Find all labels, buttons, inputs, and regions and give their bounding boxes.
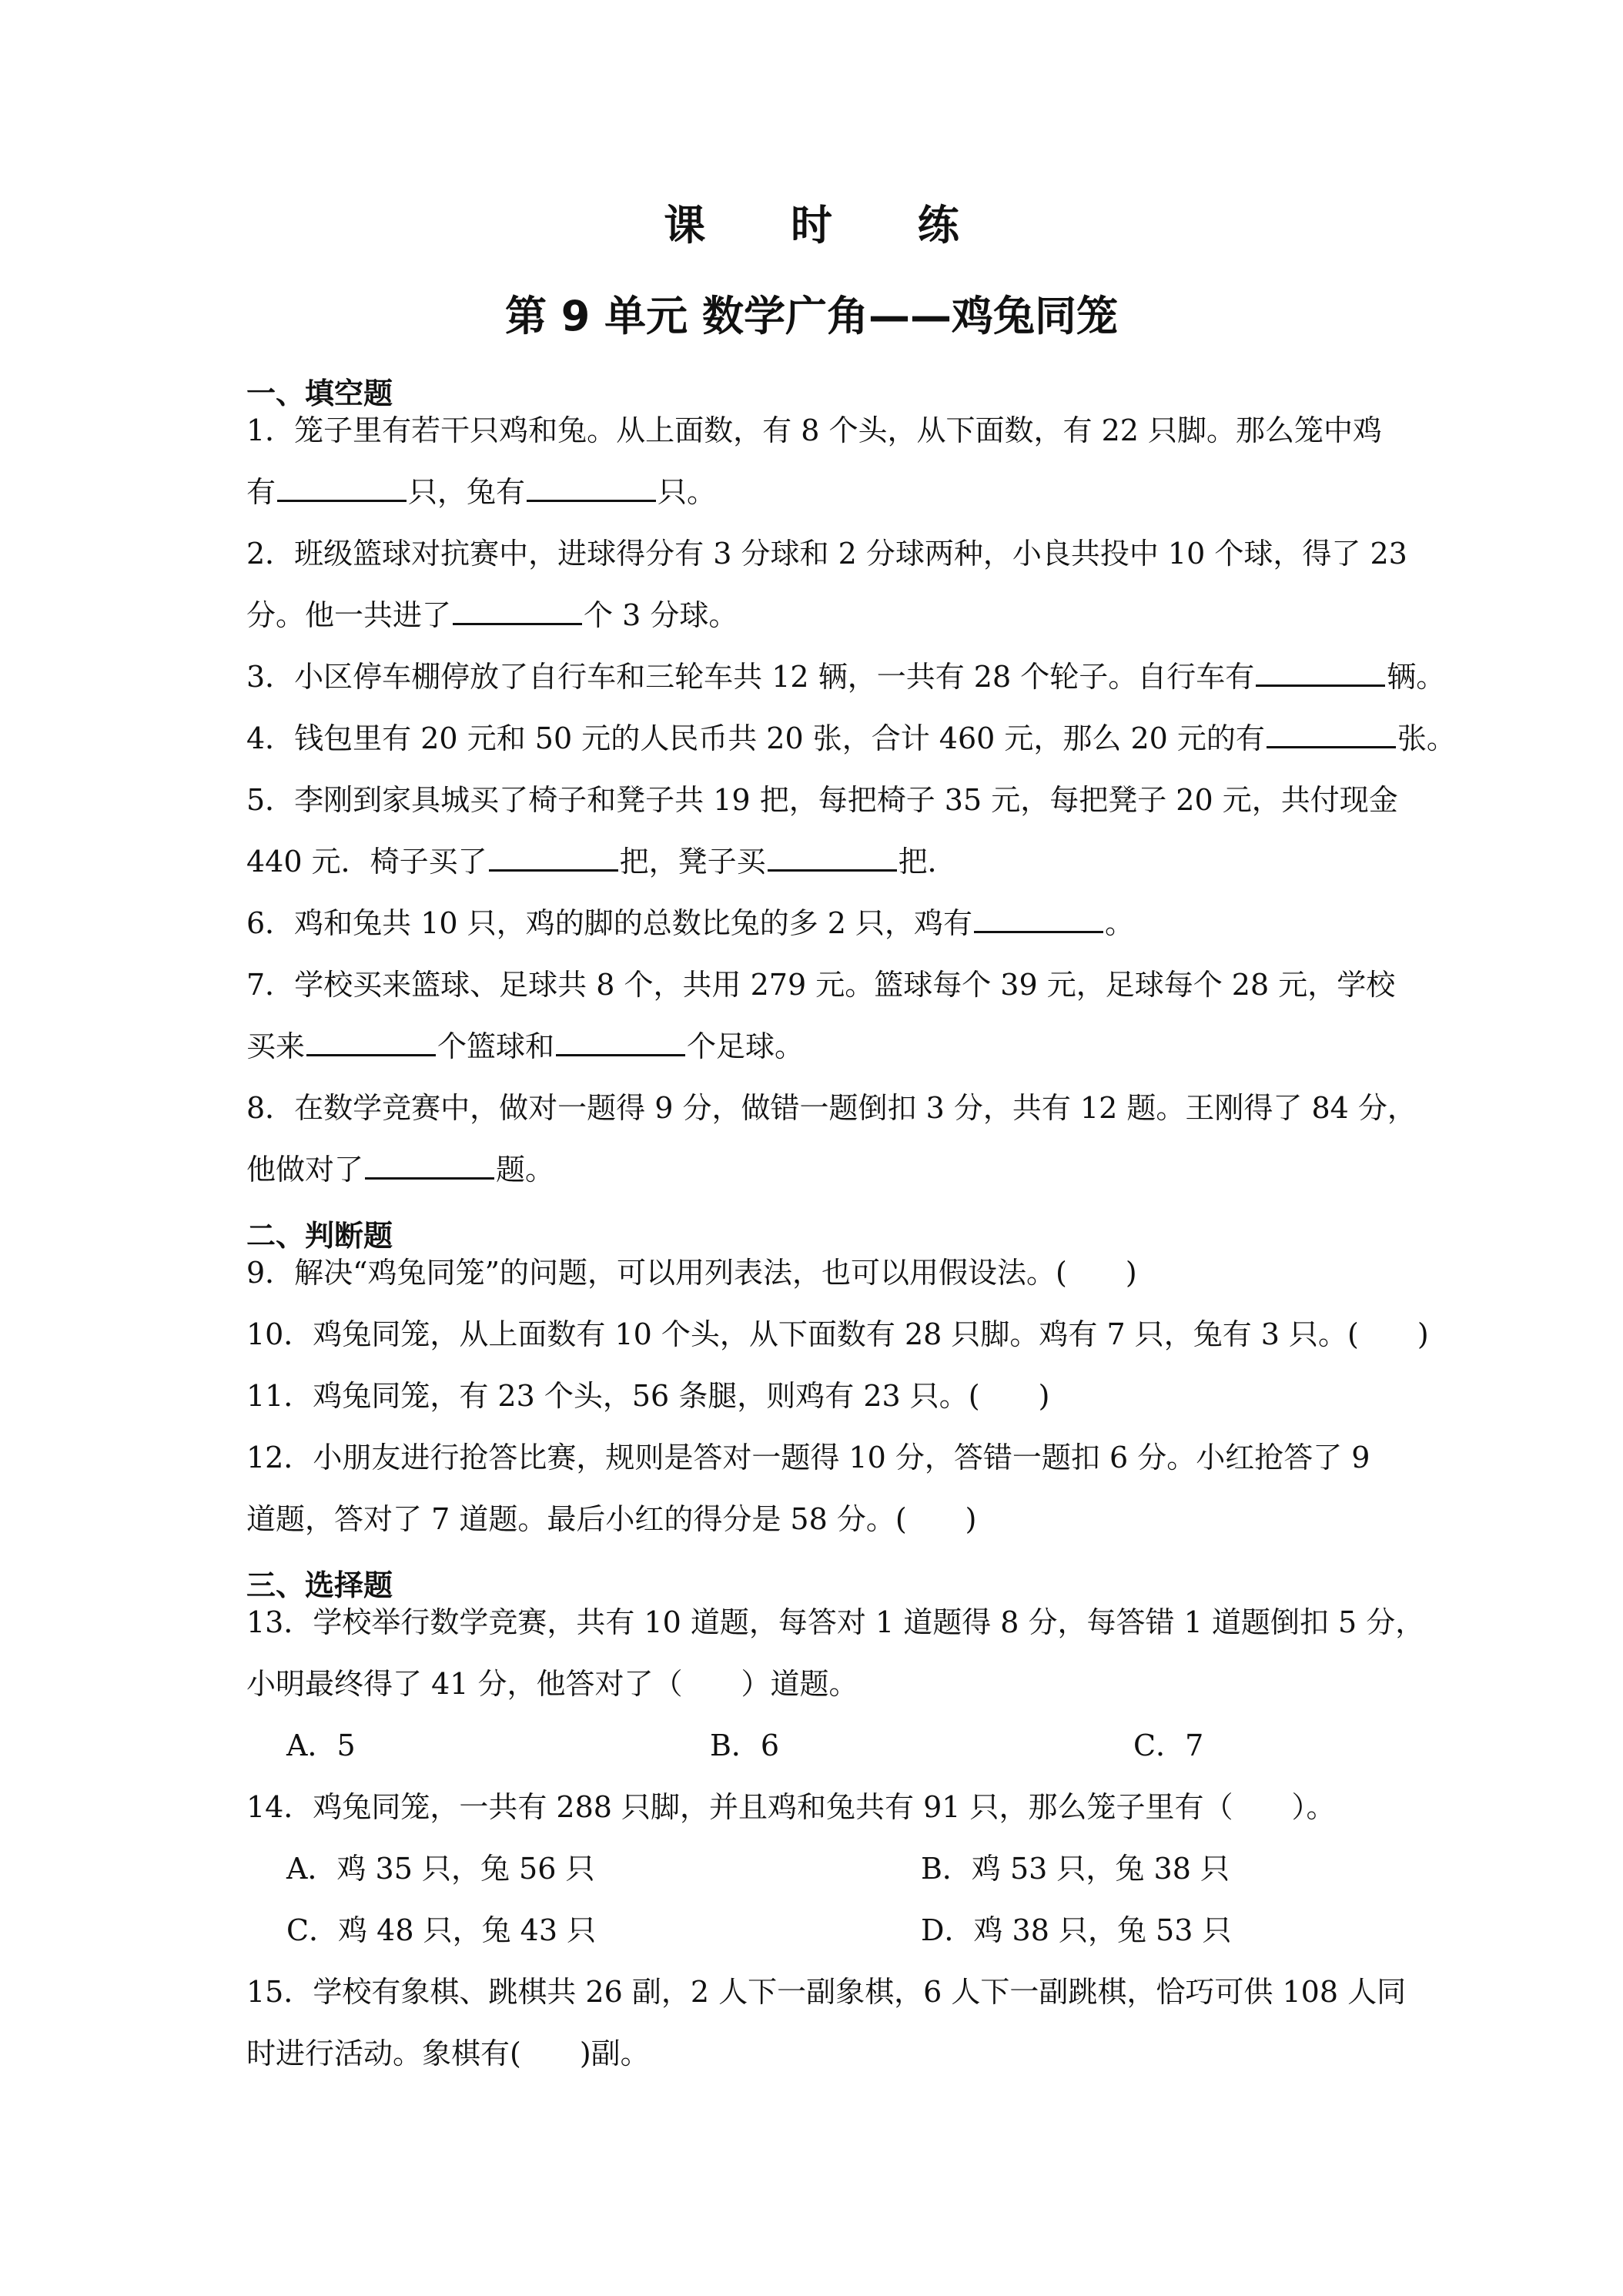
question-7-line-2: 买来 个篮球和 个足球。	[246, 1029, 805, 1063]
question-13-option-b[interactable]: B．6	[710, 1729, 780, 1762]
question-10: 10．鸡兔同笼，从上面数有 10 个头，从下面数有 28 只脚。鸡有 7 只，兔有 3 只。( )	[246, 1317, 1429, 1351]
question-11: 11．鸡兔同笼，有 23 个头，56 条腿，则鸡有 23 只。( )	[246, 1379, 1050, 1413]
question-6: 6．鸡和兔共 10 只，鸡的脚的总数比兔的多 2 只，鸡有 。	[246, 906, 1135, 940]
question-2-line-2: 分。他一共进了 个 3 分球。	[246, 598, 738, 632]
question-13-option-a[interactable]: A．5	[286, 1729, 356, 1762]
question-5-line-2: 440 元．椅子买了 把，凳子买 把．	[246, 845, 957, 879]
answer-blank[interactable]	[974, 905, 1103, 933]
answer-blank[interactable]	[768, 843, 897, 872]
answer-blank[interactable]	[365, 1151, 494, 1180]
answer-blank[interactable]	[277, 474, 407, 502]
answer-blank[interactable]	[556, 1028, 685, 1056]
page-title: 课 时 练	[664, 201, 995, 249]
answer-blank[interactable]	[1256, 658, 1385, 687]
question-13-option-c[interactable]: C．7	[1133, 1729, 1204, 1762]
answer-blank[interactable]	[306, 1028, 436, 1056]
question-3: 3．小区停车棚停放了自行车和三轮车共 12 辆，一共有 28 个轮子。自行车有 辆。	[246, 660, 1446, 694]
question-12-line-1: 12．小朋友进行抢答比赛，规则是答对一题得 10 分，答错一题扣 6 分。小红抢答了 9	[246, 1441, 1370, 1474]
answer-blank[interactable]	[1267, 720, 1396, 748]
question-14-option-a[interactable]: A．鸡 35 只，兔 56 只	[286, 1852, 595, 1886]
question-15-line-2: 时进行活动。象棋有( )副。	[246, 2037, 650, 2070]
question-12-line-2: 道题，答对了 7 道题。最后小红的得分是 58 分。( )	[246, 1502, 977, 1536]
section-heading-true-false: 二、判断题	[246, 1219, 393, 1253]
answer-blank[interactable]	[453, 597, 582, 625]
answer-blank[interactable]	[489, 843, 618, 872]
question-7-line-1: 7．学校买来篮球、足球共 8 个，共用 279 元。篮球每个 39 元，足球每个 28 元，学校	[246, 968, 1396, 1002]
section-heading-fill-in: 一、填空题	[246, 377, 393, 410]
question-4: 4．钱包里有 20 元和 50 元的人民币共 20 张，合计 460 元，那么 20 元的有 张。	[246, 721, 1456, 755]
question-14-option-d[interactable]: D．鸡 38 只，兔 53 只	[921, 1913, 1232, 1947]
question-1-line-1: 1．笼子里有若干只鸡和兔。从上面数，有 8 个头，从下面数，有 22 只脚。那么笼中鸡	[246, 413, 1383, 447]
question-13-line-2: 小明最终得了 41 分，他答对了（ ）道题。	[246, 1667, 858, 1701]
question-5-line-1: 5．李刚到家具城买了椅子和凳子共 19 把，每把椅子 35 元，每把凳子 20 元，共付现金	[246, 783, 1398, 817]
question-8-line-1: 8．在数学竞赛中，做对一题得 9 分，做错一题倒扣 3 分，共有 12 题。王刚得了 84 分，	[246, 1091, 1417, 1125]
question-2-line-1: 2．班级篮球对抗赛中，进球得分有 3 分球和 2 分球两种，小良共投中 10 个球，得了 23	[246, 537, 1407, 571]
question-14: 14．鸡兔同笼，一共有 288 只脚，并且鸡和兔共有 91 只，那么笼子里有（ ）。	[246, 1790, 1336, 1824]
question-14-option-b[interactable]: B．鸡 53 只，兔 38 只	[921, 1852, 1230, 1886]
question-15-line-1: 15．学校有象棋、跳棋共 26 副，2 人下一副象棋，6 人下一副跳棋，恰巧可供 108 人同	[246, 1975, 1407, 2009]
question-14-option-c[interactable]: C．鸡 48 只，兔 43 只	[286, 1913, 597, 1947]
question-13-line-1: 13．学校举行数学竞赛，共有 10 道题，每答对 1 道题得 8 分，每答错 1 道题倒扣 5 分，	[246, 1605, 1425, 1639]
question-9: 9．解决“鸡兔同笼”的问题，可以用列表法，也可以用假设法。( )	[246, 1256, 1137, 1290]
section-heading-choice: 三、选择题	[246, 1568, 393, 1602]
page-subtitle: 第 9 单元 数学广角——鸡兔同笼	[505, 292, 1118, 340]
question-1-line-2: 有 只，兔有 只。	[246, 475, 717, 509]
answer-blank[interactable]	[527, 474, 656, 502]
question-8-line-2: 他做对了 题。	[246, 1153, 555, 1186]
